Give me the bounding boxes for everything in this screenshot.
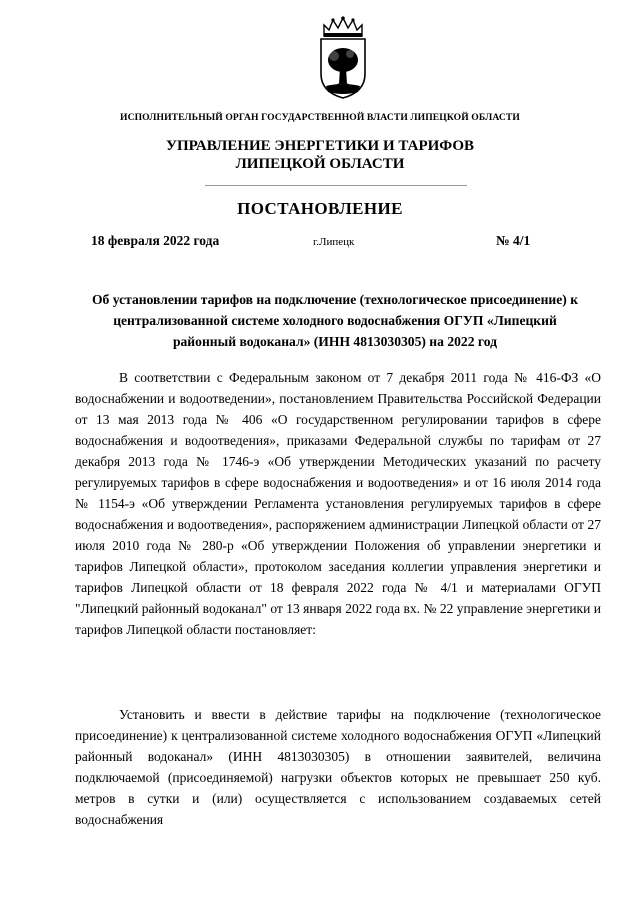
department-line-1: УПРАВЛЕНИЕ ЭНЕРГЕТИКИ И ТАРИФОВ bbox=[165, 138, 475, 154]
document-number: № 4/1 bbox=[496, 233, 531, 248]
document-date: 18 февраля 2022 года bbox=[91, 233, 220, 248]
body-paragraph-2: Установить и ввести в действие тарифы на подключение (технологическое присоединение) к централизованной системе холодного водоснабжения ОГУП «Липецкий районный водоканал» (ИНН 4813030305) в отношении заявителей, величина подключаемой (присоединяемой) нагрузки объектов которых не превышает 250 куб. метров в сутки и (или) осуществляется с использованием создаваемых сетей водоснабжения bbox=[75, 707, 601, 827]
authority-name: ИСПОЛНИТЕЛЬНЫЙ ОРГАН ГОСУДАРСТВЕННОЙ ВЛАСТИ ЛИПЕЦКОЙ ОБЛАСТИ bbox=[120, 112, 520, 123]
document-type-title: ПОСТАНОВЛЕНИЕ bbox=[237, 199, 403, 218]
body-paragraph-1: В соответствии с Федеральным законом от 7 декабря 2011 года № 416-ФЗ «О водоснабжении и водоотведении», постановлением Правительства Российской Федерации от 13 мая 2013 года № 406 «О государственном регулировании тарифов в сфере водоснабжения и водоотведения», приказами Федеральной службы по тарифам от 27 декабря 2013 года № 1746-э «Об утверждении Методических указаний по расчету регулируемых тарифов в сфере водоснабжения и водоотведения» и от 16 июля 2014 года № 1154-э «Об утверждении Регламента установления регулируемых тарифов в сфере водоснабжения и водоотведения», распоряжением администрации Липецкой области от 27 июля 2010 года № 280-р «Об утверждении Положения об управлении энергетики и тарифов Липецкой области», протоколом заседания коллегии управления энергетики и тарифов Липецкой области от 18 февраля 2022 года № 4/1 и материалами ОГУП "Липецкий районный водоканал" от 13 января 2022 года вх. № 22 управление энергетики и тарифов Липецкой области постановляет: bbox=[75, 370, 601, 637]
header-divider bbox=[205, 185, 467, 186]
coat-of-arms-icon bbox=[318, 16, 368, 100]
department-name bbox=[0, 137, 640, 173]
department-line-2: ЛИПЕЦКОЙ ОБЛАСТИ bbox=[235, 156, 405, 172]
document-subject: Об установлении тарифов на подключение (технологическое присоединение) к централизованной системе холодного водоснабжения ОГУП «Липецкий районный водоканал» (ИНН 4813030305) на 2022 год bbox=[91, 292, 579, 349]
document-city: г.Липецк bbox=[313, 236, 355, 248]
